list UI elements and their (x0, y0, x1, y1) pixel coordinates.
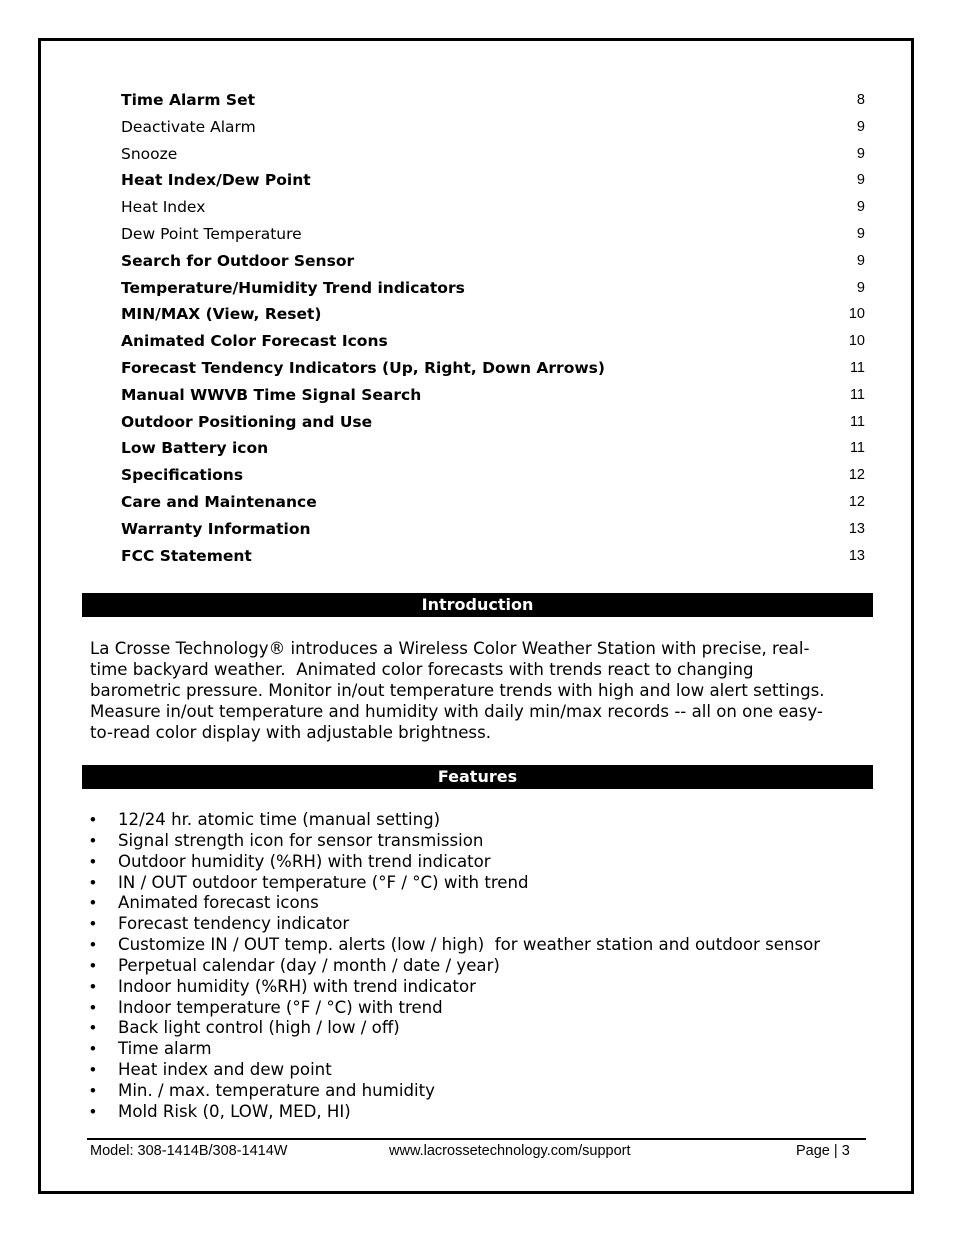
toc-entry[interactable] (121, 275, 865, 302)
toc-entry-page: 9 (856, 172, 865, 189)
toc-entry-label: Search for Outdoor Sensor (121, 251, 355, 270)
introduction-paragraph (90, 638, 865, 743)
toc-entry[interactable] (121, 221, 865, 248)
toc-entry-label: Animated Color Forecast Icons (121, 332, 388, 351)
feature-item-text: IN / OUT outdoor temperature (°F / °C) with trend (118, 872, 529, 892)
bullet-icon: • (90, 935, 96, 955)
toc-entry-label: Care and Maintenance (121, 492, 317, 511)
bullet-icon: • (90, 1039, 96, 1059)
toc-entry-page: 13 (848, 547, 865, 564)
toc-entry-page: 10 (848, 306, 865, 323)
toc-entry[interactable] (121, 87, 865, 114)
toc-entry-label: Heat Index/Dew Point (121, 171, 311, 190)
feature-item (90, 852, 880, 873)
toc-entry[interactable] (121, 543, 865, 570)
bullet-icon: • (90, 997, 96, 1017)
feature-item (90, 977, 880, 998)
feature-item-text: Min. / max. temperature and humidity (118, 1080, 435, 1100)
toc-entry-page: 9 (856, 145, 865, 162)
feature-item-text: Animated forecast icons (118, 893, 319, 913)
toc-entry-page: 8 (856, 92, 865, 108)
toc-entry[interactable] (121, 328, 865, 355)
feature-item-text: Signal strength icon for sensor transmission (118, 830, 484, 850)
bullet-icon: • (90, 1018, 96, 1038)
toc-entry[interactable] (121, 114, 865, 141)
toc-entry-label: Specifications (121, 466, 244, 485)
bullet-icon: • (90, 851, 96, 871)
bullet-icon: • (90, 872, 96, 892)
feature-item-text: Perpetual calendar (day / month / date / year) (118, 955, 500, 975)
toc-entry[interactable] (121, 248, 865, 275)
toc-entry-label: Dew Point Temperature (121, 224, 302, 243)
toc-entry-page: 9 (856, 118, 865, 135)
feature-item (90, 831, 880, 852)
feature-item (90, 935, 880, 956)
toc-entry[interactable] (121, 355, 865, 382)
feature-item-text: Forecast tendency indicator (118, 914, 350, 934)
introduction-line: barometric pressure. Monitor in/out temperature trends with high and low alert settings. (90, 681, 825, 700)
toc-entry-page: 11 (849, 413, 865, 430)
toc-entry-label: Forecast Tendency Indicators (Up, Right, Down Arrows) (121, 358, 605, 377)
introduction-heading: Introduction (82, 593, 873, 617)
toc-entry[interactable] (121, 489, 865, 516)
toc-entry-page: 11 (849, 440, 865, 457)
feature-item (90, 873, 880, 894)
toc-entry-label: Manual WWVB Time Signal Search (121, 385, 422, 404)
bullet-icon: • (90, 1060, 96, 1080)
toc-entry[interactable] (121, 516, 865, 543)
feature-item (90, 1102, 880, 1123)
toc-entry-label: Low Battery icon (121, 439, 269, 458)
table-of-contents (121, 87, 865, 569)
feature-item (90, 1081, 880, 1102)
toc-entry-label: Time Alarm Set (121, 91, 255, 109)
toc-entry-label: Snooze (121, 144, 178, 163)
toc-entry[interactable] (121, 435, 865, 462)
toc-entry[interactable] (121, 301, 865, 328)
toc-entry-label: FCC Statement (121, 546, 252, 565)
feature-item (90, 893, 880, 914)
toc-entry[interactable] (121, 462, 865, 489)
feature-item (90, 1039, 880, 1060)
toc-entry-page: 9 (856, 252, 865, 269)
bullet-icon: • (90, 1101, 96, 1121)
introduction-line: Measure in/out temperature and humidity with daily min/max records -- all on one easy- (90, 702, 823, 721)
footer-url[interactable]: www.lacrossetechnology.com/support (389, 1143, 631, 1159)
introduction-line: time backyard weather. Animated color forecasts with trends react to changing (90, 660, 754, 679)
feature-item-text: Back light control (high / low / off) (118, 1018, 400, 1038)
feature-item (90, 1018, 880, 1039)
toc-entry-page: 13 (848, 520, 865, 537)
feature-item-text: Indoor temperature (°F / °C) with trend (118, 997, 443, 1017)
toc-entry-label: Warranty Information (121, 519, 311, 538)
feature-item-text: Mold Risk (0, LOW, MED, HI) (118, 1101, 351, 1121)
toc-entry-label: Deactivate Alarm (121, 117, 256, 136)
bullet-icon: • (90, 955, 96, 975)
toc-entry-page: 9 (856, 225, 865, 242)
features-heading: Features (82, 765, 873, 789)
toc-entry[interactable] (121, 141, 865, 168)
feature-item-text: Indoor humidity (%RH) with trend indicator (118, 976, 476, 996)
toc-entry-page: 11 (849, 386, 865, 403)
toc-entry-page: 12 (848, 467, 865, 484)
toc-entry-page: 10 (848, 333, 865, 350)
feature-item-text: Time alarm (118, 1039, 212, 1059)
introduction-line: La Crosse Technology® introduces a Wireless Color Weather Station with precise, real- (90, 639, 810, 658)
toc-entry[interactable] (121, 167, 865, 194)
toc-entry-label: Outdoor Positioning and Use (121, 412, 373, 431)
toc-entry-page: 9 (856, 199, 865, 216)
toc-entry-page: 12 (848, 493, 865, 510)
footer-divider (87, 1138, 866, 1140)
bullet-icon: • (90, 893, 96, 913)
bullet-icon: • (90, 976, 96, 996)
feature-item-text: 12/24 hr. atomic time (manual setting) (118, 810, 441, 829)
toc-entry-label: Temperature/Humidity Trend indicators (121, 278, 465, 297)
toc-entry-page: 9 (856, 279, 865, 296)
footer-model: Model: 308-1414B/308-1414W (90, 1143, 288, 1159)
feature-item (90, 956, 880, 977)
bullet-icon: • (90, 810, 96, 829)
bullet-icon: • (90, 1080, 96, 1100)
feature-item-text: Customize IN / OUT temp. alerts (low / high) for weather station and outdoor sensor (118, 935, 821, 955)
feature-item-text: Outdoor humidity (%RH) with trend indicator (118, 851, 491, 871)
feature-item (90, 810, 880, 831)
feature-item (90, 998, 880, 1019)
footer-page-number: Page | 3 (796, 1143, 850, 1159)
introduction-line: to-read color display with adjustable brightness. (90, 723, 491, 742)
feature-item (90, 1060, 880, 1081)
toc-entry-page: 11 (849, 359, 865, 376)
toc-entry[interactable] (121, 194, 865, 221)
toc-entry[interactable] (121, 382, 865, 409)
bullet-icon: • (90, 914, 96, 934)
toc-entry-label: Heat Index (121, 198, 206, 217)
toc-entry-label: MIN/MAX (View, Reset) (121, 305, 322, 324)
bullet-icon: • (90, 830, 96, 850)
toc-entry[interactable] (121, 409, 865, 436)
feature-item-text: Heat index and dew point (118, 1060, 332, 1080)
feature-item (90, 914, 880, 935)
features-list (90, 810, 880, 1123)
